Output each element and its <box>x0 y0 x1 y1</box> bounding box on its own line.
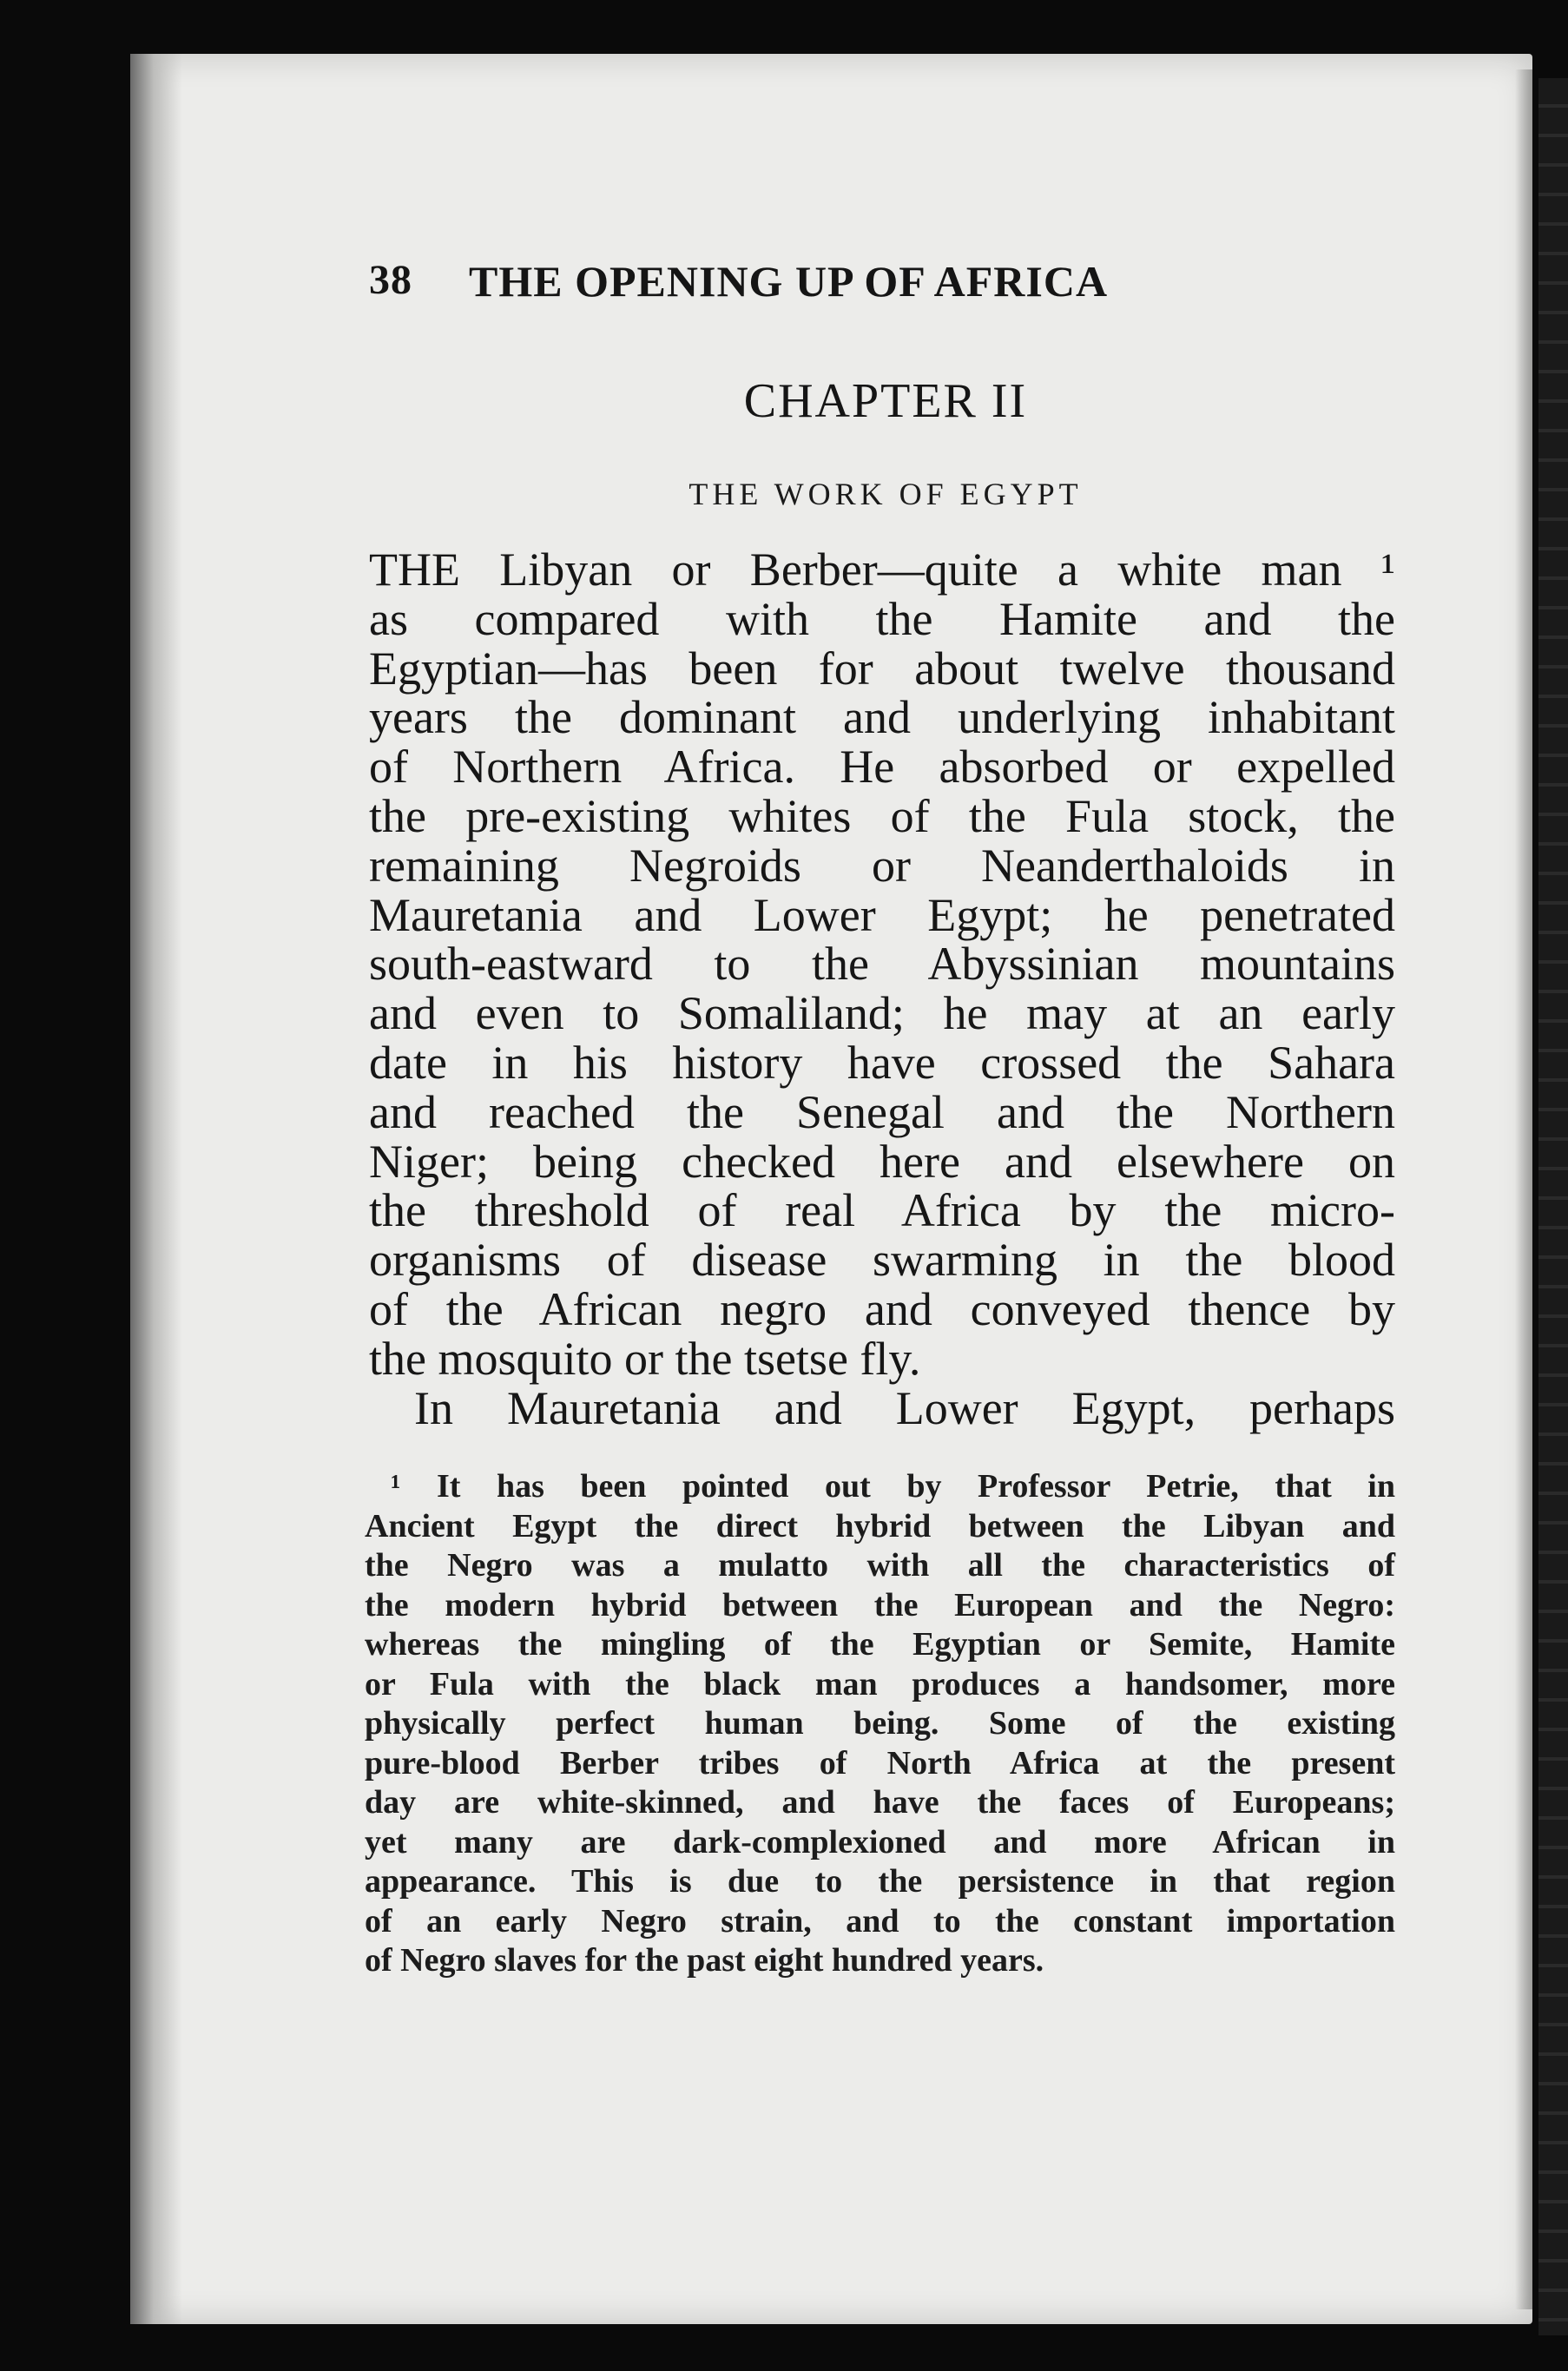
body-line: remaining Negroids or Neanderthaloids in <box>369 839 1395 892</box>
chapter-subtitle: THE WORK OF EGYPT <box>688 477 1083 511</box>
footnote-line: the Negro was a mulatto with all the characteristics of <box>365 1547 1395 1584</box>
body-line: south-eastward to the Abyssinian mountains <box>369 938 1395 991</box>
body-line: of Northern Africa. He absorbed or expelled <box>369 741 1395 794</box>
body-line: years the dominant and underlying inhabitant <box>369 691 1395 744</box>
chapter-title: CHAPTER II <box>743 374 1028 428</box>
running-head <box>369 256 1307 317</box>
page-number: 38 <box>369 257 412 303</box>
footnote-line: day are white-skinned, and have the faces of Europeans; <box>365 1784 1395 1821</box>
body-line: THE Libyan or Berber—quite a white man ¹ <box>369 543 1395 596</box>
footnote-line: of Negro slaves for the past eight hundred years. <box>365 1942 1044 1979</box>
footnote <box>365 1467 1395 1981</box>
footnote-line: Ancient Egypt the direct hybrid between the Libyan and <box>365 1507 1395 1544</box>
footnote-line: ¹ It has been pointed out by Professor Petrie, that in <box>391 1468 1395 1505</box>
running-title: THE OPENING UP OF AFRICA <box>469 257 1109 306</box>
body-line: and even to Somaliland; he may at an early <box>369 987 1395 1040</box>
body-line: of the African negro and conveyed thence by <box>369 1282 1395 1335</box>
body-line: Niger; being checked here and elsewhere on <box>369 1135 1395 1188</box>
footnote-line: physically perfect human being. Some of the existing <box>365 1705 1395 1742</box>
body-line: the threshold of real Africa by the micro- <box>369 1184 1395 1237</box>
footnote-line: pure-blood Berber tribes of North Africa at the present <box>365 1744 1395 1782</box>
footnote-line: of an early Negro strain, and to the constant importation <box>365 1902 1395 1940</box>
footnote-line: whereas the mingling of the Egyptian or Semite, Hamite <box>365 1626 1395 1663</box>
body-line: In Mauretania and Lower Egypt, perhaps <box>414 1381 1395 1434</box>
body-text <box>369 545 1395 1432</box>
body-line: the pre-existing whites of the Fula stock, the <box>369 789 1395 842</box>
body-line: the mosquito or the tsetse fly. <box>369 1332 921 1385</box>
body-line: Mauretania and Lower Egypt; he penetrated <box>369 888 1395 941</box>
body-line: date in his history have crossed the Sahara <box>369 1036 1395 1089</box>
footnote-line: appearance. This is due to the persistence in that region <box>365 1863 1395 1900</box>
body-line: and reached the Senegal and the Northern <box>369 1085 1395 1138</box>
footnote-line: yet many are dark-complexioned and more African in <box>365 1823 1395 1861</box>
body-line: organisms of disease swarming in the blood <box>369 1234 1395 1287</box>
footnote-line: the modern hybrid between the European and the Negro: <box>365 1586 1395 1623</box>
body-line: as compared with the Hamite and the <box>369 592 1395 645</box>
body-line: Egyptian—has been for about twelve thousand <box>369 642 1395 695</box>
footnote-line: or Fula with the black man produces a handsomer, more <box>365 1665 1395 1703</box>
